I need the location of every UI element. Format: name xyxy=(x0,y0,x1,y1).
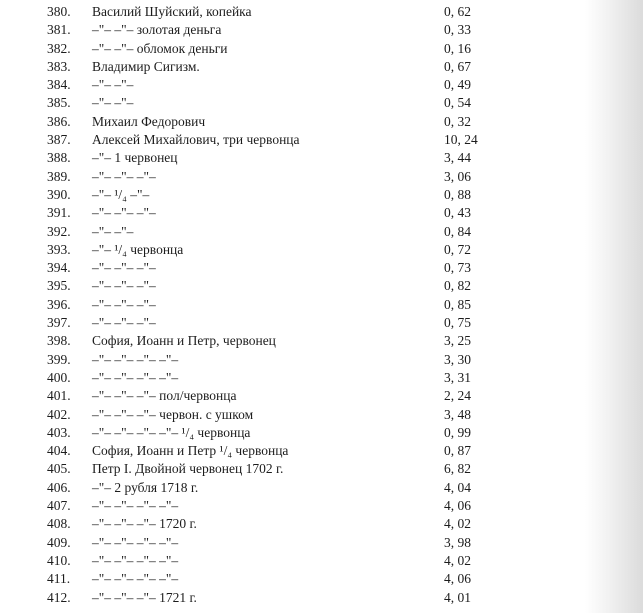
item-value: 2, 24 xyxy=(444,388,471,404)
list-item xyxy=(0,204,643,222)
item-description: –"– –"– –"– xyxy=(92,168,156,184)
item-value: 3, 44 xyxy=(444,150,471,166)
coin-list xyxy=(0,3,643,607)
list-item xyxy=(0,241,643,259)
item-description: –"– –"– –"– xyxy=(92,296,156,312)
list-item xyxy=(0,442,643,460)
list-item xyxy=(0,186,643,204)
item-description: –"– –"– –"– –"– xyxy=(92,534,179,550)
item-number: 412. xyxy=(47,589,71,605)
item-value: 0, 54 xyxy=(444,95,471,111)
item-description: –"– –"– –"– xyxy=(92,260,156,276)
item-number: 398. xyxy=(47,333,71,349)
list-item xyxy=(0,94,643,112)
list-item xyxy=(0,76,643,94)
item-number: 382. xyxy=(47,40,71,56)
item-number: 407. xyxy=(47,498,71,514)
item-number: 385. xyxy=(47,95,71,111)
list-item xyxy=(0,552,643,570)
item-description: –"– –"– xyxy=(92,95,134,111)
item-description: –"– –"– xyxy=(92,223,134,239)
list-item xyxy=(0,332,643,350)
item-number: 397. xyxy=(47,315,71,331)
item-value: 3, 25 xyxy=(444,333,471,349)
list-item xyxy=(0,149,643,167)
item-number: 411. xyxy=(47,571,71,587)
list-item xyxy=(0,479,643,497)
item-description: –"– –"– –"– –"– xyxy=(92,571,179,587)
item-description: –"– –"– –"– –"– xyxy=(92,369,179,385)
item-value: 3, 06 xyxy=(444,168,471,184)
list-item xyxy=(0,168,643,186)
item-description: –"– –"– –"– xyxy=(92,205,156,221)
list-item xyxy=(0,113,643,131)
item-description: –"– 1 червонец xyxy=(92,150,178,166)
item-description: Алексей Михайлович, три червонца xyxy=(92,132,300,148)
item-value: 3, 31 xyxy=(444,369,471,385)
item-value: 0, 84 xyxy=(444,223,471,239)
item-value: 0, 82 xyxy=(444,278,471,294)
item-value: 4, 02 xyxy=(444,552,471,568)
item-description: –"– 2 рубля 1718 г. xyxy=(92,479,199,495)
item-number: 390. xyxy=(47,186,71,202)
item-number: 391. xyxy=(47,205,71,221)
list-item xyxy=(0,570,643,588)
item-number: 404. xyxy=(47,443,71,459)
item-value: 0, 88 xyxy=(444,186,471,202)
item-description: София, Иоанн и Петр ¹/₄ червонца xyxy=(92,443,289,459)
item-description: –"– –"– –"– –"– xyxy=(92,498,179,514)
item-value: 0, 85 xyxy=(444,296,471,312)
item-value: 0, 33 xyxy=(444,22,471,38)
item-value: 0, 43 xyxy=(444,205,471,221)
item-description: –"– –"– –"– –"– ¹/₄ червонца xyxy=(92,424,251,440)
item-description: –"– –"– –"– –"– xyxy=(92,552,179,568)
item-value: 4, 02 xyxy=(444,516,471,532)
list-item xyxy=(0,424,643,442)
item-number: 394. xyxy=(47,260,71,276)
item-number: 384. xyxy=(47,77,71,93)
list-item xyxy=(0,3,643,21)
item-number: 406. xyxy=(47,479,71,495)
list-item xyxy=(0,387,643,405)
list-item xyxy=(0,296,643,314)
item-description: –"– –"– –"– –"– xyxy=(92,351,179,367)
item-value: 0, 87 xyxy=(444,443,471,459)
item-description: –"– –"– –"– пол/червонца xyxy=(92,388,237,404)
item-value: 4, 01 xyxy=(444,589,471,605)
item-description: –"– –"– золотая деньга xyxy=(92,22,222,38)
item-number: 408. xyxy=(47,516,71,532)
item-description: –"– –"– обломок деньги xyxy=(92,40,228,56)
item-description: –"– –"– –"– червон. с ушком xyxy=(92,406,254,422)
item-number: 403. xyxy=(47,424,71,440)
item-value: 4, 04 xyxy=(444,479,471,495)
item-number: 405. xyxy=(47,461,71,477)
item-value: 3, 30 xyxy=(444,351,471,367)
item-value: 0, 16 xyxy=(444,40,471,56)
item-value: 4, 06 xyxy=(444,571,471,587)
item-number: 383. xyxy=(47,58,71,74)
item-description: Владимир Сигизм. xyxy=(92,58,200,74)
list-item xyxy=(0,406,643,424)
item-value: 0, 73 xyxy=(444,260,471,276)
list-item xyxy=(0,351,643,369)
item-description: –"– –"– –"– 1721 г. xyxy=(92,589,197,605)
item-value: 6, 82 xyxy=(444,461,471,477)
item-value: 0, 75 xyxy=(444,315,471,331)
item-number: 392. xyxy=(47,223,71,239)
item-number: 388. xyxy=(47,150,71,166)
item-number: 410. xyxy=(47,552,71,568)
item-number: 386. xyxy=(47,113,71,129)
list-item xyxy=(0,21,643,39)
list-item xyxy=(0,277,643,295)
item-number: 380. xyxy=(47,4,71,19)
item-description: –"– –"– –"– 1720 г. xyxy=(92,516,197,532)
item-description: –"– –"– –"– xyxy=(92,278,156,294)
item-number: 396. xyxy=(47,296,71,312)
list-item xyxy=(0,534,643,552)
list-item xyxy=(0,369,643,387)
item-value: 0, 99 xyxy=(444,424,471,440)
item-description: –"– ¹/₄ червонца xyxy=(92,241,184,257)
list-item xyxy=(0,515,643,533)
item-value: 0, 67 xyxy=(444,58,471,74)
item-value: 4, 06 xyxy=(444,498,471,514)
item-number: 400. xyxy=(47,369,71,385)
item-value: 0, 32 xyxy=(444,113,471,129)
item-description: Василий Шуйский, копейка xyxy=(92,4,252,19)
item-value: 10, 24 xyxy=(444,132,478,148)
list-item xyxy=(0,58,643,76)
item-value: 0, 49 xyxy=(444,77,471,93)
item-number: 409. xyxy=(47,534,71,550)
list-item xyxy=(0,223,643,241)
item-description: Петр I. Двойной червонец 1702 г. xyxy=(92,461,284,477)
item-number: 402. xyxy=(47,406,71,422)
item-number: 393. xyxy=(47,241,71,257)
list-item xyxy=(0,314,643,332)
item-value: 3, 48 xyxy=(444,406,471,422)
item-number: 399. xyxy=(47,351,71,367)
item-number: 395. xyxy=(47,278,71,294)
item-number: 401. xyxy=(47,388,71,404)
item-number: 389. xyxy=(47,168,71,184)
list-item xyxy=(0,589,643,607)
item-number: 381. xyxy=(47,22,71,38)
item-value: 0, 62 xyxy=(444,4,471,19)
item-description: Михаил Федорович xyxy=(92,113,206,129)
item-number: 387. xyxy=(47,132,71,148)
item-value: 3, 98 xyxy=(444,534,471,550)
item-value: 0, 72 xyxy=(444,241,471,257)
item-description: София, Иоанн и Петр, червонец xyxy=(92,333,276,349)
list-item xyxy=(0,460,643,478)
item-description: –"– ¹/₄ –"– xyxy=(92,186,150,202)
item-description: –"– –"– xyxy=(92,77,134,93)
list-item xyxy=(0,259,643,277)
list-item xyxy=(0,497,643,515)
list-item xyxy=(0,40,643,58)
item-description: –"– –"– –"– xyxy=(92,315,156,331)
list-item xyxy=(0,131,643,149)
